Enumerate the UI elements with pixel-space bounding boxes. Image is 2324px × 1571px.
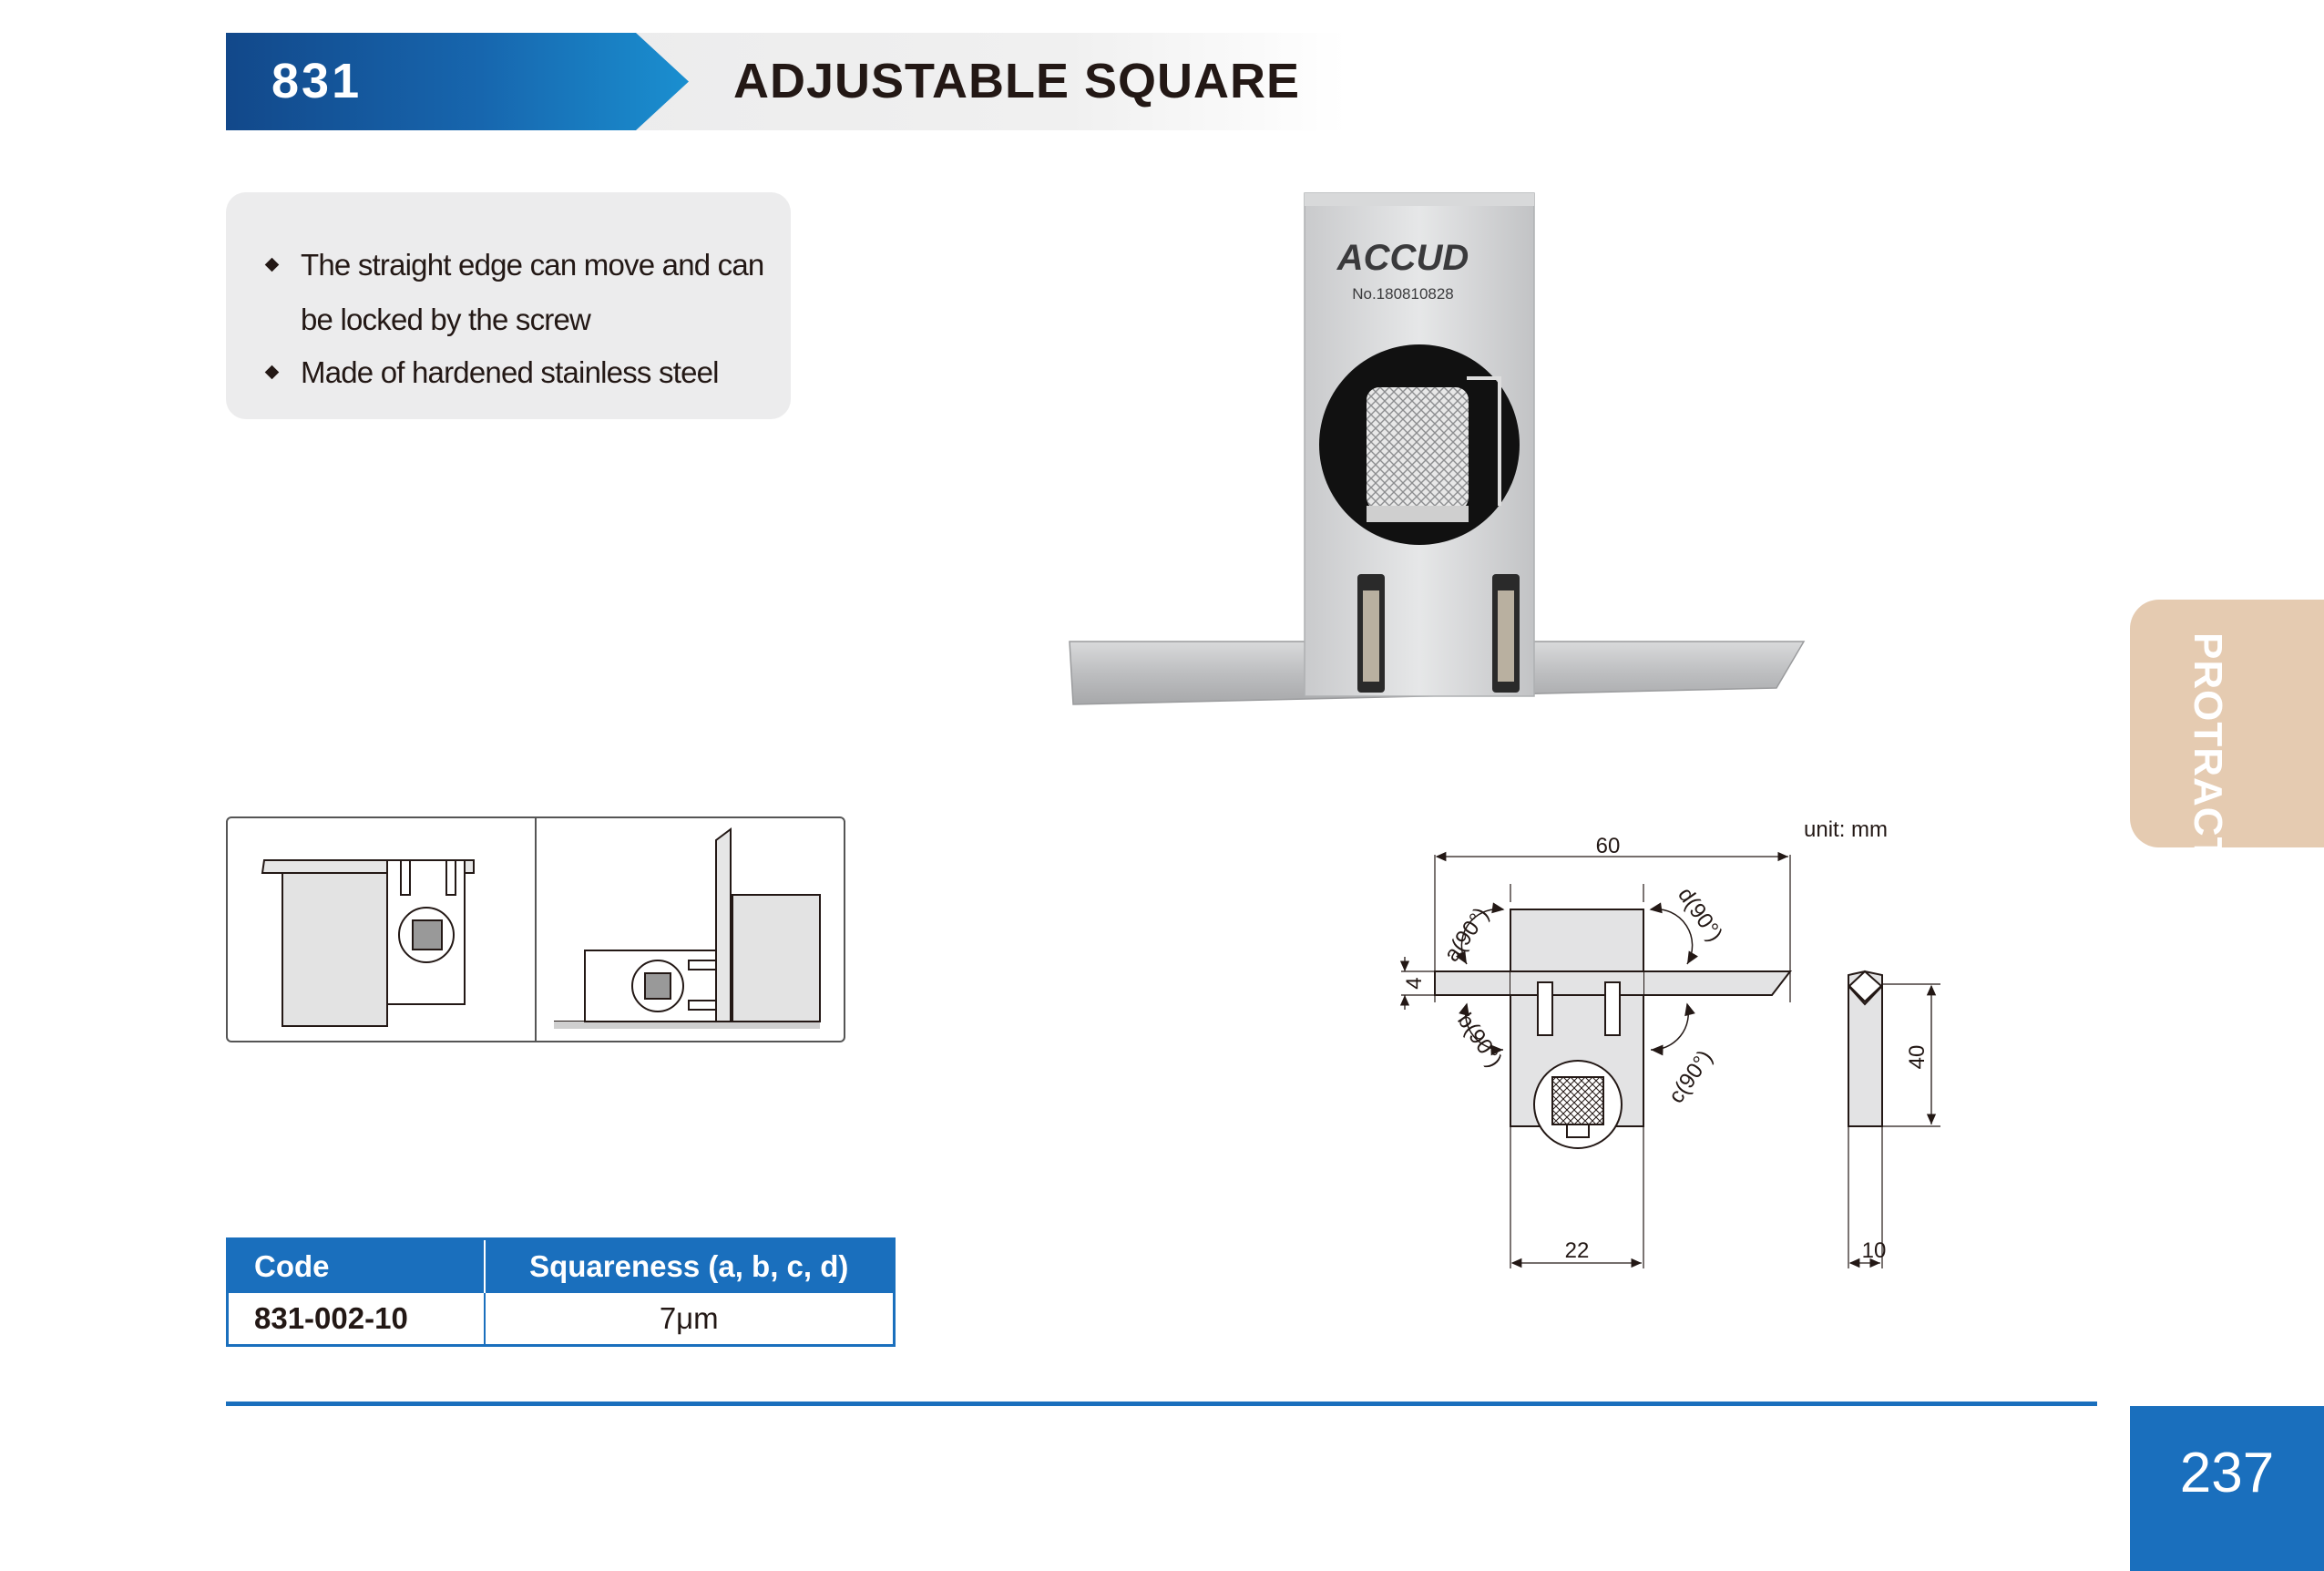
cell-squareness: 7μm: [659, 1301, 719, 1335]
table-row: [228, 1293, 895, 1346]
technical-drawing: [1385, 811, 1968, 1285]
angle-b-label: b(90°): [1452, 1009, 1508, 1073]
feature-item: [267, 345, 719, 400]
footer-rule: [226, 1402, 2097, 1406]
unit-label: unit: mm: [1804, 817, 1889, 842]
feature-text: Made of hardened stainless steel: [301, 355, 719, 389]
angle-c-label: c(90°): [1664, 1045, 1718, 1108]
dim-height: 40: [1905, 1044, 1930, 1070]
table-header-row: [228, 1239, 895, 1294]
feature-text-cont: be locked by the screw: [301, 303, 591, 336]
col-header-code: Code: [228, 1239, 485, 1294]
brand-logo: ACCUD: [1336, 238, 1469, 278]
product-code: 831: [271, 54, 363, 108]
dim-thickness: 4: [1402, 977, 1427, 990]
angle-a-label: a(90°): [1438, 903, 1494, 967]
cell-code: 831-002-10: [228, 1293, 485, 1346]
features-box: [226, 192, 791, 419]
feature-item: [267, 238, 763, 347]
spec-table: [226, 1237, 896, 1347]
usage-illustration: [226, 816, 845, 1042]
drawing-side-view: [1848, 986, 1882, 1126]
usage-diagram: [228, 818, 844, 1041]
dim-side-width: 10: [1861, 1238, 1887, 1263]
col-header-squareness: Squareness (a, b, c, d): [485, 1239, 895, 1294]
dim-body-width: 22: [1564, 1238, 1590, 1263]
page-number: 237: [2179, 1442, 2275, 1504]
dim-length: 60: [1595, 834, 1621, 858]
serial-number: No.180810828: [1352, 285, 1454, 303]
feature-text: The straight edge can move and can: [301, 248, 764, 282]
product-photo: [1057, 182, 1822, 729]
page-title: ADJUSTABLE SQUARE: [733, 54, 1301, 108]
section-tab-label: PROTRACTOR: [2186, 632, 2230, 924]
knurled-screw: [1367, 387, 1469, 510]
angle-d-label: d(90°): [1673, 883, 1728, 947]
